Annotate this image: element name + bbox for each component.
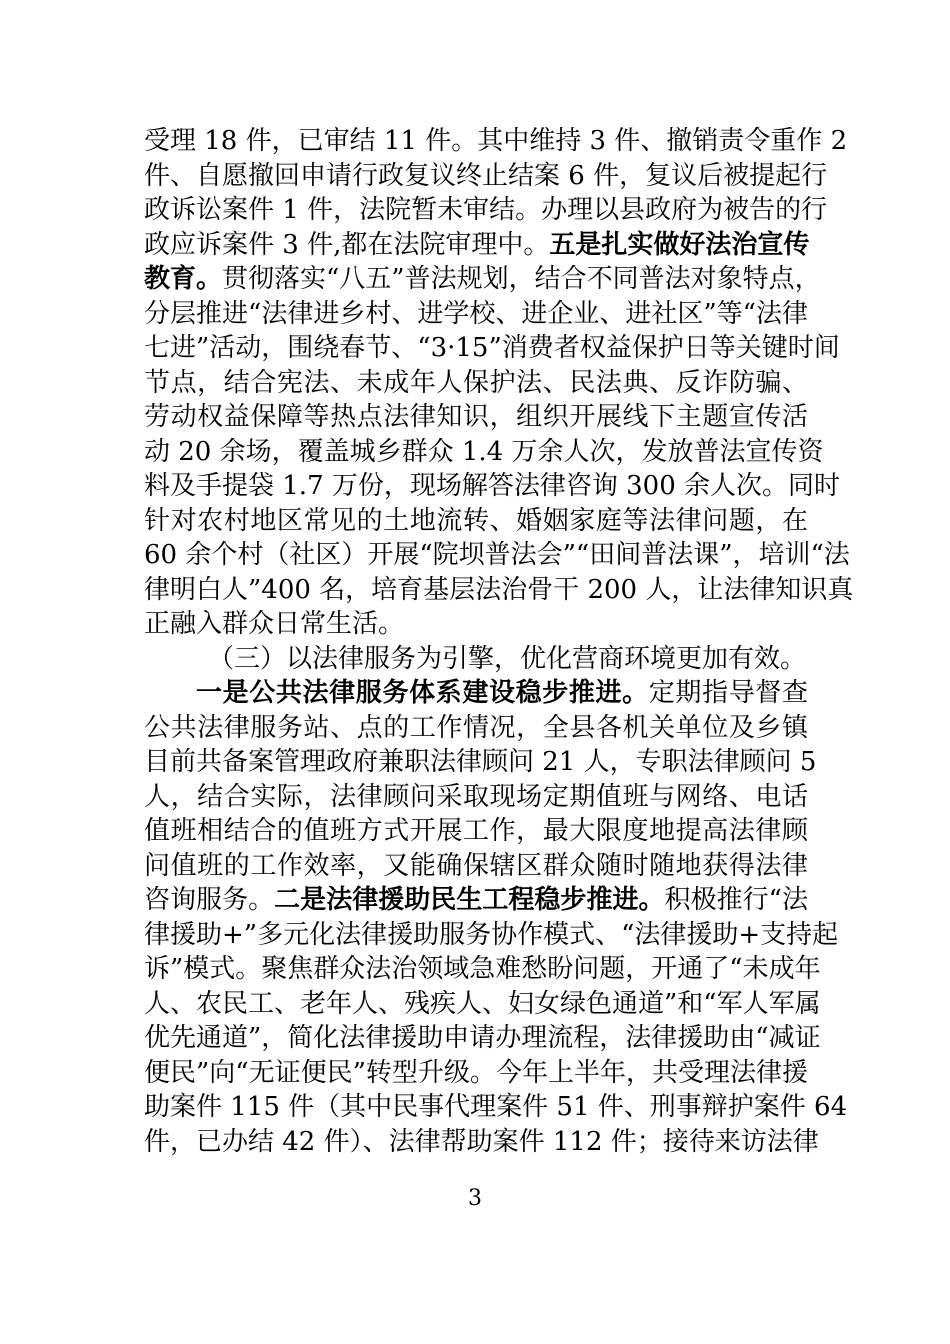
text-line: 节点，结合宪法、未成年人保护法、民法典、反诈防骗、 <box>144 367 808 398</box>
text-line: 目前共备案管理政府兼职法律顾问 21 人，专职法律顾问 5 <box>144 747 817 777</box>
text-line: 七进”活动，围绕春节、“3·15”消费者权益保护日等关键时间 <box>144 333 840 363</box>
text-run: 咨询服务。 <box>144 885 275 915</box>
text-line: 料及手提袋 1.7 万份，现场解答法律咨询 300 余人次。同时 <box>144 471 841 501</box>
text-line <box>144 676 808 711</box>
text-line: 便民”向“无证便民”转型升级。今年上半年，共受理法律援 <box>144 1057 808 1088</box>
text-line <box>144 883 808 918</box>
text-line: 人、农民工、老年人、残疾人、妇女绿色通道”和“军人军属 <box>144 988 821 1019</box>
text-line: 劳动权益保障等热点法律知识，组织开展线下主题宣传活 <box>144 402 808 432</box>
text-run: 定期指导督查 <box>648 678 808 708</box>
section-heading: （三）以法律服务为引擎，优化营商环境更加有效。 <box>208 643 807 674</box>
bold-heading: 二是法律援助民生工程稳步推进。 <box>274 885 665 915</box>
text-line: 受理 18 件，已审结 11 件。其中维持 3 件、撤销责令重作 2 <box>144 126 848 156</box>
text-line: 律援助+”多元化法律援助服务协作模式、“法律援助+支持起 <box>144 919 839 950</box>
text-line: 助案件 115 件（其中民事代理案件 51 件、刑事辩护案件 64 <box>144 1092 848 1122</box>
text-line: 值班相结合的值班方式开展工作，最大限度地提高法律顾 <box>144 816 808 846</box>
text-line <box>144 228 808 263</box>
text-line: 件、自愿撤回申请行政复议终止结案 6 件，复议后被提起行 <box>144 160 828 191</box>
body-text <box>144 124 854 1159</box>
text-run: 贯彻落实“八五”普法规划，结合不同普法对象特点， <box>222 264 821 294</box>
text-line: 优先通道”，简化法律援助申请办理流程，法律援助由“减证 <box>144 1023 821 1053</box>
page-number: 3 <box>468 1186 482 1211</box>
text-run: 积极推行“法 <box>664 885 808 915</box>
text-line: 公共法律服务站、点的工作情况，全县各机关单位及乡镇 <box>144 712 808 743</box>
bold-heading: 一是公共法律服务体系建设稳步推进。 <box>196 678 649 708</box>
text-line: 60 余个村（社区）开展“院坝普法会”“田间普法课”，培训“法 <box>144 540 850 570</box>
text-line <box>144 262 821 297</box>
text-line: 人，结合实际，法律顾问采取现场定期值班与网络、电话 <box>144 781 808 812</box>
text-line: 政诉讼案件 1 件，法院暂未审结。办理以县政府为被告的行 <box>144 195 828 225</box>
text-line: 动 20 余场，覆盖城乡群众 1.4 万余人次，发放普法宣传资 <box>144 436 824 467</box>
text-line: 正融入群众日常生活。 <box>144 609 405 639</box>
text-line: 分层推进“法律进乡村、进学校、进企业、进社区”等“法律 <box>144 298 808 329</box>
text-line: 诉”模式。聚焦群众法治领域急难愁盼问题，开通了“未成年 <box>144 954 821 984</box>
text-run: 政应诉案件 3 件,都在法院审理中。 <box>144 229 550 260</box>
text-line: 律明白人”400 名，培育基层法治骨干 200 人，让法律知识真 <box>144 574 854 605</box>
bold-heading: 五是扎实做好法治宣传 <box>549 229 810 260</box>
text-line: 件，已办结 42 件）、法律帮助案件 112 件；接待来访法律 <box>144 1126 819 1157</box>
text-line: 针对农村地区常见的土地流转、婚姻家庭等法律问题，在 <box>144 505 808 536</box>
text-line: 问值班的工作效率，又能确保辖区群众随时随地获得法律 <box>144 850 808 881</box>
bold-heading: 教育。 <box>144 264 223 294</box>
